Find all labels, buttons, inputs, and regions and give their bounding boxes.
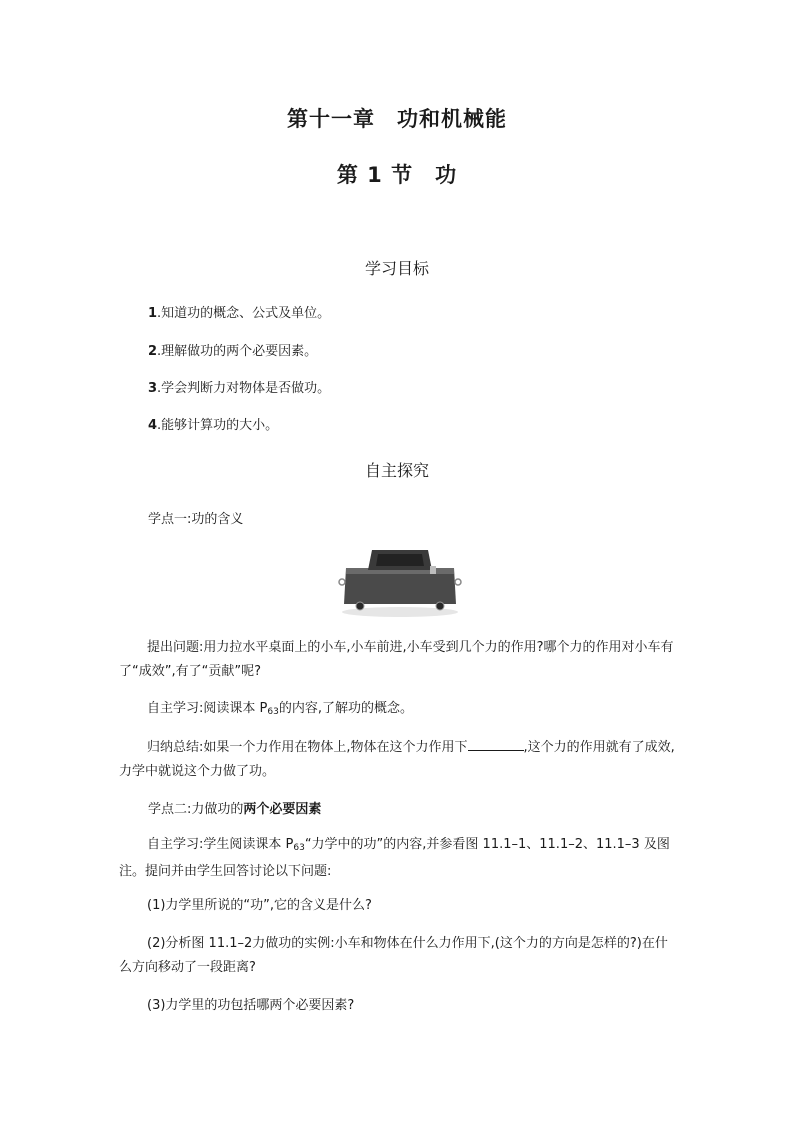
goal-item-4: 4.能够计算功的大小。 [148,418,279,433]
self-study-two-paragraph: 自主学习:学生阅读课本 $P_{63}“$力学中的功”的内容,并参看图 11.1–1、11.1–2、11.1–3 及图注。提问并由学生回答讨论以下问题: [119,837,670,879]
goal-item-3: 3.学会判断力对物体是否做功。 [148,381,331,396]
summary-paragraph: 归纳总结:如果一个力作用在物体上,物体在这个力作用下 ,这个力的作用就有了成效,力学中就说这个力做了功。 [119,740,675,779]
goals-heading: 学习目标 [364,259,429,278]
goal-item-2: 2.理解做功的两个必要因素。 [148,344,318,359]
question-three: (3)力学里的功包括哪两个必要因素? [147,998,355,1013]
section-title: 第 1 节 功 [336,163,458,187]
question-one: (1)力学里所说的“功”,它的含义是什么? [147,898,372,913]
chapter-title: 第十一章 功和机械能 [287,107,507,131]
question-paragraph: 提出问题:用力拉水平桌面上的小车,小车前进,小车受到几个力的作用?哪个力的作用对小车有了“成效”,有了“贡献”呢? [119,640,674,679]
point-two-label: 学点二:力做功的两个必要因素 [148,802,322,817]
cart-image [338,540,462,618]
goal-item-1: 1.知道功的概念、公式及单位。 [148,306,331,321]
question-two: (2)分析图 11.1–2力做功的实例:小车和物体在什么力作用下,(这个力的方向是怎样的?)在什么方向移动了一段距离? [119,936,668,975]
point-one-label: 学点一:功的含义 [148,512,244,527]
explore-heading: 自主探究 [364,461,429,480]
fill-blank[interactable] [468,738,524,751]
self-study-paragraph: 自主学习:阅读课本 $P_{63}$的内容,了解功的概念。 [147,701,413,717]
